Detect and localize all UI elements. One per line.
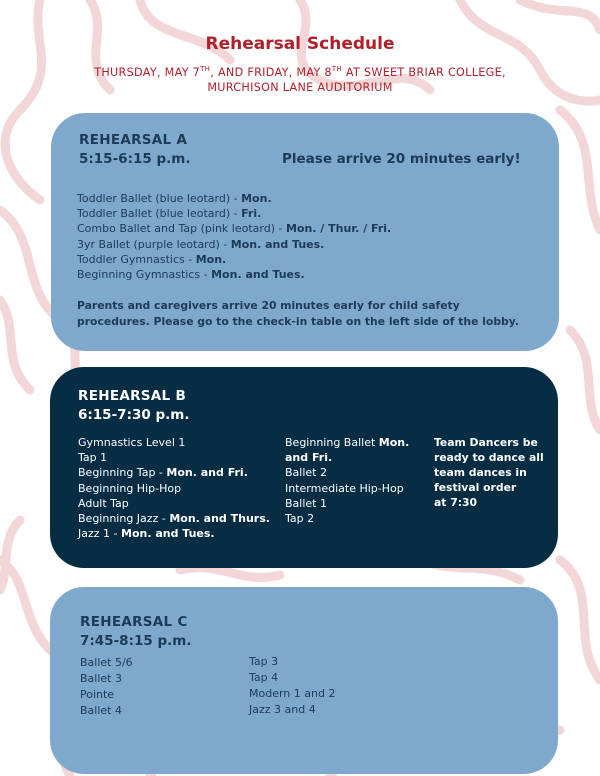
event-date-2: , AND FRIDAY, MAY 8 [210, 66, 332, 79]
class-name: Ballet 1 [285, 496, 327, 510]
rehearsal-a-class-item [77, 206, 391, 221]
rehearsal-a-class-item [77, 252, 391, 267]
rehearsal-b-class-item [78, 465, 270, 480]
team-dancers-note [434, 435, 554, 510]
rehearsal-b-class-item [285, 450, 409, 465]
rehearsal-b-class-item [285, 496, 409, 511]
rehearsal-b-class-item [78, 450, 270, 465]
class-days: Mon. [195, 252, 227, 266]
class-name: Toddler Ballet (blue leotard) - [77, 207, 242, 221]
class-name: 3yr Ballet (purple leotard) - [77, 237, 231, 251]
class-name: Tap 1 [78, 451, 108, 465]
class-name: Beginning Gymnastics - [77, 268, 212, 282]
rehearsal-a-class-list [77, 191, 391, 282]
class-name: Intermediate Hip-Hop [285, 481, 404, 495]
rehearsal-a-label: REHEARSAL A [79, 132, 188, 148]
rehearsal-b-class-item [78, 526, 270, 541]
class-days: Mon. and Fri. [166, 466, 248, 480]
rehearsal-a-class-item [77, 267, 391, 282]
rehearsal-c-class-item: Ballet 5/6 [80, 656, 133, 669]
class-days: Mon. and Thurs. [169, 512, 270, 526]
rehearsal-b-class-item [285, 481, 409, 496]
rehearsal-b-class-item [78, 511, 270, 526]
event-details [90, 65, 510, 95]
class-name: Toddler Gymnastics - [77, 252, 196, 266]
rehearsal-c-class-item: Modern 1 and 2 [249, 687, 336, 700]
rehearsal-a-class-item [77, 237, 391, 252]
class-name: Beginning Tap - [78, 466, 167, 480]
date-suffix-2: TH [331, 65, 342, 73]
class-name: Adult Tap [78, 496, 129, 510]
class-days: Mon. [241, 192, 272, 205]
rehearsal-b-class-item [285, 511, 409, 526]
rehearsal-b-label: REHEARSAL B [78, 388, 187, 404]
class-name: Combo Ballet and Tap (pink leotard) - [77, 222, 286, 236]
class-name: Toddler Ballet (blue leotard) - [77, 192, 242, 205]
class-name: Jazz 1 - [78, 527, 121, 541]
rehearsal-c-class-list-2 [249, 654, 335, 718]
rehearsal-a-class-item [77, 191, 391, 206]
rehearsal-a-card [51, 113, 559, 351]
class-name: Beginning Jazz - [78, 512, 170, 526]
rehearsal-c-card [50, 587, 558, 774]
class-days: Mon. and Tues. [211, 268, 305, 282]
team-note-line-item: festival order [434, 481, 517, 494]
rehearsal-c-class-item: Jazz 3 and 4 [249, 703, 316, 716]
rehearsal-b-time: 6:15-7:30 p.m. [78, 407, 190, 423]
rehearsal-c-time: 7:45-8:15 p.m. [80, 633, 192, 649]
rehearsal-a-note-line-2: procedures. Please go to the check-in table on the left side of the lobby. [77, 315, 519, 328]
class-days: and Fri. [285, 451, 333, 465]
event-date-1: THURSDAY, MAY 7 [94, 66, 201, 79]
team-note-line-item: Team Dancers be [434, 436, 538, 449]
rehearsal-a-note-line-1: Parents and caregivers arrive 20 minutes early for child safety [77, 299, 460, 312]
rehearsal-c-label: REHEARSAL C [80, 614, 188, 630]
rehearsal-c-class-item: Tap 3 [249, 655, 279, 668]
class-name: Tap 2 [285, 512, 315, 526]
page-title: Rehearsal Schedule [205, 34, 395, 54]
class-days: Mon. and Tues. [230, 237, 325, 251]
rehearsal-b-card [50, 367, 558, 568]
rehearsal-c-class-item: Tap 4 [249, 671, 279, 684]
rehearsal-b-class-item [285, 435, 409, 450]
rehearsal-b-class-item [78, 435, 270, 450]
team-note-line-item: team dances in [434, 466, 527, 479]
rehearsal-a-time: 5:15-6:15 p.m. [79, 151, 191, 167]
rehearsal-c-class-item: Ballet 4 [80, 704, 122, 717]
team-note-line-item: ready to dance all [434, 451, 544, 464]
class-name: Ballet 2 [285, 466, 327, 480]
class-days: Mon. [378, 436, 410, 449]
class-days: Mon. and Tues. [121, 527, 215, 541]
rehearsal-a-class-item [77, 221, 391, 236]
rehearsal-c-class-item: Ballet 3 [80, 672, 122, 685]
rehearsal-c-class-list-1 [80, 655, 133, 719]
class-name: Gymnastics Level 1 [78, 436, 186, 449]
arrival-notice: Please arrive 20 minutes early! [282, 151, 521, 167]
rehearsal-b-class-list-2 [285, 435, 409, 526]
class-days: Fri. [241, 207, 262, 221]
team-note-line-item: at 7:30 [434, 496, 478, 509]
class-name: Beginning Ballet [285, 436, 379, 449]
rehearsal-b-class-list-1 [78, 435, 270, 541]
event-location: AT SWEET BRIAR COLLEGE, MURCHISON LANE AUDITORIUM [207, 66, 506, 94]
rehearsal-c-class-item: Pointe [80, 688, 115, 701]
rehearsal-b-class-item [285, 465, 409, 480]
date-suffix-1: TH [200, 65, 211, 73]
class-days: Mon. / Thur. / Fri. [285, 222, 392, 236]
class-name: Beginning Hip-Hop [78, 481, 182, 495]
rehearsal-b-class-item [78, 481, 270, 496]
rehearsal-b-class-item [78, 496, 270, 511]
